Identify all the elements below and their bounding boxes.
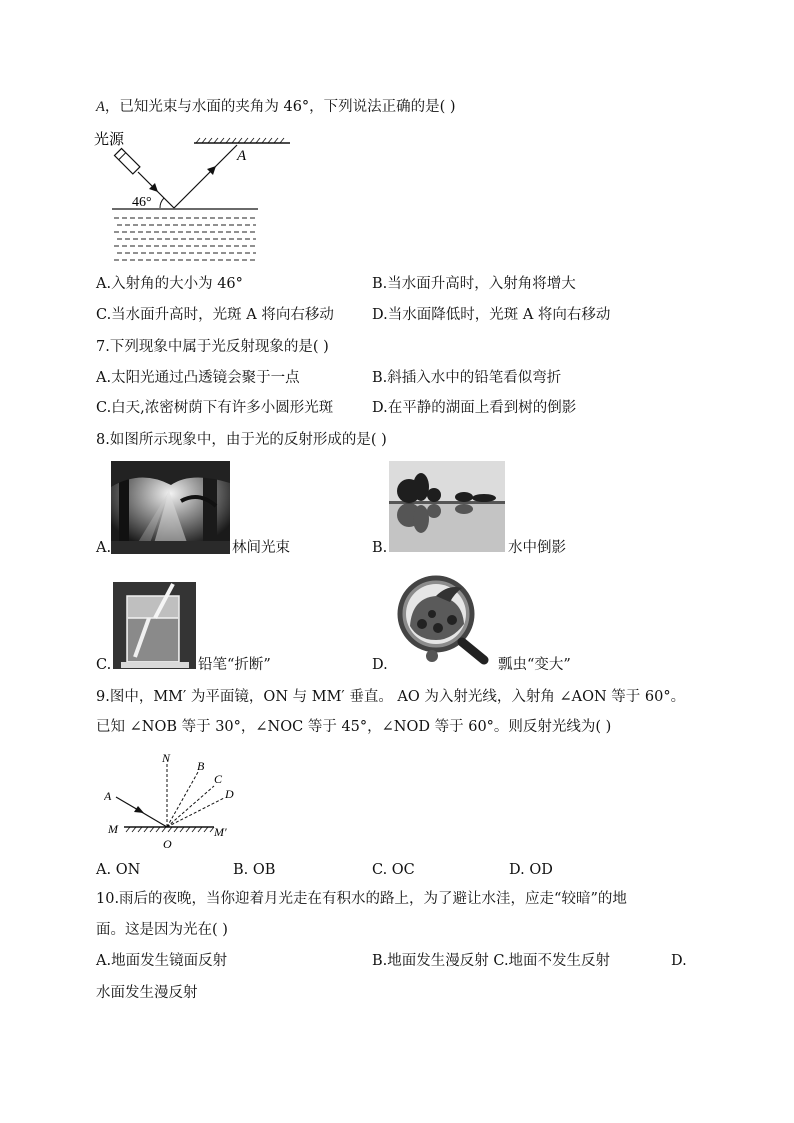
q8-stem: 8.如图所示现象中，由于光的反射形成的是( )	[96, 432, 387, 448]
q6-reflection-figure	[94, 126, 294, 268]
q9-option-b: B. OB	[233, 862, 276, 878]
q8-a-caption: 林间光束	[232, 540, 290, 556]
q9-stem-line2: 已知 ∠NOB 等于 30°，∠NOC 等于 45°，∠NOD 等于 60°。则反射光线为( )	[96, 719, 612, 735]
point-a-label: A	[104, 789, 112, 803]
point-m-label: M	[108, 822, 118, 836]
q10-option-d-letter: D.	[671, 953, 687, 969]
q6-option-b: B.当水面升高时，入射角将增大	[372, 276, 576, 292]
q10-option-d-text: 水面发生漫反射	[96, 985, 198, 1001]
q7-option-d: D.在平静的湖面上看到树的倒影	[372, 400, 577, 416]
light-source-label: 光源	[94, 132, 125, 148]
point-o-label: O	[163, 837, 172, 851]
q8-d-letter: D.	[372, 657, 388, 673]
magnifier-ladybug-image	[392, 574, 496, 666]
angle-label: 46°	[132, 195, 152, 210]
q7-stem: 7.下列现象中属于光反射现象的是( )	[96, 339, 329, 355]
q6-option-d: D.当水面降低时，光斑 A 将向右移动	[372, 307, 611, 323]
q9-option-d: D. OD	[509, 862, 553, 878]
point-c-label: C	[214, 772, 223, 786]
q8-a-letter: A.	[96, 540, 112, 556]
q8-b-letter: B.	[372, 540, 388, 556]
q7-option-a: A.太阳光通过凸透镜会聚于一点	[96, 370, 300, 386]
q10-option-bc: B.地面发生漫反射 C.地面不发生反射	[372, 953, 611, 969]
pencil-in-glass-photo	[113, 582, 196, 669]
q9-option-a: A. ON	[96, 862, 141, 878]
q6-option-c: C.当水面升高时，光斑 A 将向右移动	[96, 307, 334, 323]
q10-stem-line1: 10.雨后的夜晚，当你迎着月光走在有积水的路上，为了避让水洼，应走“较暗”的地	[96, 891, 627, 907]
q10-option-a: A.地面发生镜面反射	[96, 953, 228, 969]
q8-c-caption: 铅笔“折断”	[198, 657, 271, 673]
q8-d-caption: 瓢虫“变大”	[498, 657, 571, 673]
q10-stem-line2: 面。这是因为光在( )	[96, 922, 228, 938]
q8-b-caption: 水中倒影	[508, 540, 566, 556]
point-m-prime-label: M′	[214, 825, 227, 839]
q9-stem-line1: 9.图中，MM′ 为平面镜，ON 与 MM′ 垂直。 AO 为入射光线，入射角 ∠AON 等于 60°。	[96, 689, 686, 705]
water-reflection-photo	[389, 461, 505, 552]
q7-option-c: C.白天,浓密树荫下有许多小圆形光斑	[96, 400, 334, 416]
q9-option-c: C. OC	[372, 862, 415, 878]
forest-light-beams-photo	[111, 461, 230, 554]
q7-option-b: B.斜插入水中的铅笔看似弯折	[372, 370, 562, 386]
light-spot-label: A	[237, 148, 247, 164]
q9-mirror-figure	[104, 750, 244, 852]
point-b-label: B	[197, 759, 205, 773]
q6-option-a: A.入射角的大小为 46°	[96, 276, 243, 292]
q6-stem: A，已知光束与水面的夹角为 46°，下列说法正确的是( )	[96, 99, 456, 115]
point-d-label: D	[225, 787, 234, 801]
q8-c-letter: C.	[96, 657, 112, 673]
point-n-label: N	[162, 751, 171, 765]
